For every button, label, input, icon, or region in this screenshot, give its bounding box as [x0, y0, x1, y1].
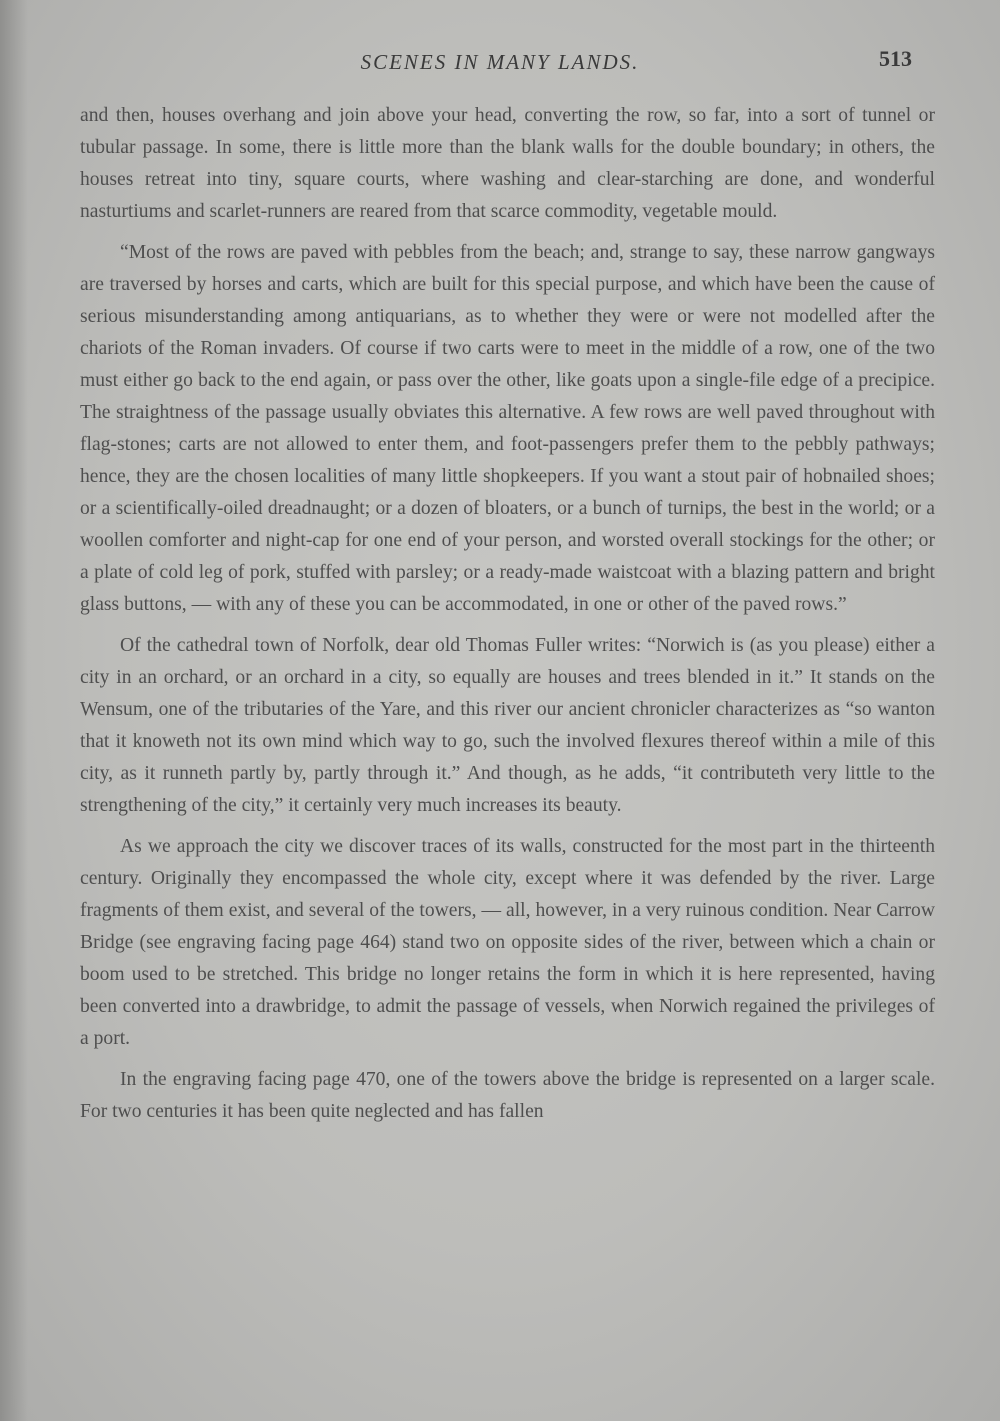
paragraph: and then, houses overhang and join above your head, converting the row, so far, into a sort of tunnel or tubular passage. In some, there is little more than the blank walls for the double boundary; in others, the houses retreat into tiny, square courts, where washing and clear-starching are done, and wonderful nasturtiums and scarlet-runners are reared from that scarce commodity, vegetable mould.: [80, 105, 935, 222]
page-number: 513: [879, 46, 912, 71]
running-head: SCENES IN MANY LANDS.: [360, 50, 640, 74]
page-header: [80, 44, 920, 84]
body-text: [80, 100, 935, 1137]
paragraph: Of the cathedral town of Norfolk, dear old Thomas Fuller writes: “Norwich is (as you please) either a city in an orchard, or an orchard in a city, so equally are houses and trees blended in it.” It stands on the Wensum, one of the tributaries of the Yare, and this river our ancient chronicler characterizes as “so wanton that it knoweth not its own mind which way to go, such the involved flexures thereof within a mile of this city, as it runneth partly by, partly through it.” And though, as he adds, “it contributeth very little to the strengthening of the city,” it certainly very much increases its beauty.: [80, 635, 935, 816]
binding-shadow: [0, 0, 28, 1421]
paragraph: In the engraving facing page 470, one of the towers above the bridge is represented on a larger scale. For two centuries it has been quite neglected and has fallen: [80, 1069, 935, 1122]
paragraph: As we approach the city we discover traces of its walls, constructed for the most part in the thirteenth century. Originally they encompassed the whole city, except where it was defended by the river. Large fragments of them exist, and several of the towers, — all, however, in a very ruinous condition. Near Carrow Bridge (see engraving facing page 464) stand two on opposite sides of the river, between which a chain or boom used to be stretched. This bridge no longer retains the form in which it is here represented, having been converted into a drawbridge, to admit the passage of vessels, when Norwich regained the privileges of a port.: [80, 836, 935, 1049]
paragraph: “Most of the rows are paved with pebbles from the beach; and, strange to say, these narrow gangways are traversed by horses and carts, which are built for this special purpose, and which have been the cause of serious misunderstanding among antiquarians, as to whether they were or were not modelled after the chariots of the Roman invaders. Of course if two carts were to meet in the middle of a row, one of the two must either go back to the end again, or pass over the other, like goats upon a single-file edge of a precipice. The straightness of the passage usually obviates this alternative. A few rows are well paved throughout with flag-stones; carts are not allowed to enter them, and foot-passengers prefer them to the pebbly pathways; hence, they are the chosen localities of many little shopkeepers. If you want a stout pair of hobnailed shoes; or a scientifically-oiled dreadnaught; or a dozen of bloaters, or a bunch of turnips, the best in the world; or a woollen comforter and night-cap for one end of your person, and worsted overall stockings for the other; or a plate of cold leg of pork, stuffed with parsley; or a ready-made waistcoat with a blazing pattern and bright glass buttons, — with any of these you can be accommodated, in one or other of the paved rows.”: [80, 242, 935, 615]
